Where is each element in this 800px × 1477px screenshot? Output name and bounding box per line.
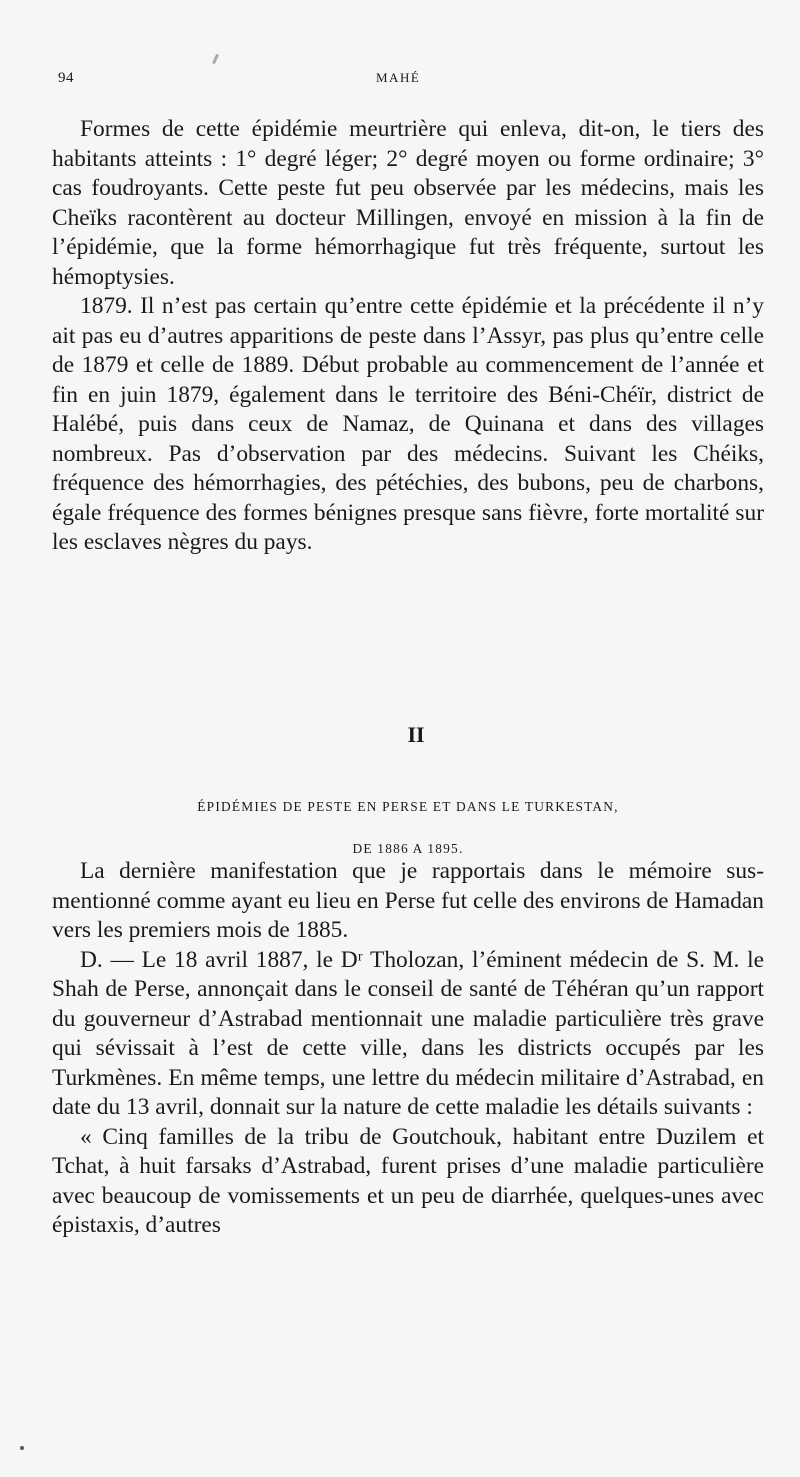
- paragraph: 1879. Il n’est pas certain qu’entre cette épidémie et la précédente il n’y ait pas eu d’autres apparitions de peste dans l’Assyr, pas plus qu’entre celle de 1879 et celle de 1889. Début probable au commencement de l’année et fin en juin 1879, également dans le territoire des Béni-Chéïr, district de Halébé, puis dans ceux de Namaz, de Quinana et dans des villages nombreux. Pas d’observation par des médecins. Suivant les Chéiks, fréquence des hémorrhagies, des pétéchies, des bubons, peu de charbons, égale fréquence des formes bénignes presque sans fièvre, forte mortalité sur les esclaves nègres du pays.: [52, 293, 764, 555]
- text-block-before-section: [52, 115, 764, 558]
- page-number: 94: [58, 70, 74, 86]
- paragraph: D. — Le 18 avril 1887, le Dʳ Tholozan, l’éminent médecin de S. M. le Shah de Perse, annonçait dans le conseil de santé de Téhéran qu’un rapport du gouverneur d’Astrabad mentionnait une maladie particulière très grave qui sévissait à l’est de cette ville, dans les districts occupés par les Turkmènes. En même temps, une lettre du médecin militaire d’Astrabad, en date du 13 avril, donnait sur la nature de cette maladie les détails suivants :: [52, 946, 764, 1120]
- text-block-after-section: [52, 857, 764, 1241]
- paper-speck: [20, 1446, 24, 1450]
- paragraph: Formes de cette épidémie meurtrière qui enleva, dit-on, le tiers des habitants atteints : 1° degré léger; 2° degré moyen ou forme ordinaire; 3° cas foudroyants. Cette peste fut peu observée par les médecins, mais les Cheïks racontèrent au docteur Millingen, envoyé en mission à la fin de l’épidémie, que la forme hémorrhagique fut très fréquente, surtout les hémoptysies.: [52, 116, 764, 290]
- running-title: MAHÉ: [376, 70, 421, 85]
- running-head: [58, 70, 760, 94]
- section-title-line: DE 1886 A 1895.: [352, 841, 464, 856]
- section-number: II: [407, 722, 425, 747]
- paper-speck: [212, 54, 219, 64]
- section-title-line: ÉPIDÉMIES DE PESTE EN PERSE ET DANS LE TURKESTAN,: [197, 799, 619, 814]
- paragraph: « Cinq familles de la tribu de Goutchouk, habitant entre Duzilem et Tchat, à huit farsaks d’Astrabad, furent prises d’une maladie particulière avec beaucoup de vomissements et un peu de diarrhée, quelques-unes avec épistaxis, d’autres: [52, 1123, 764, 1238]
- paragraph: La dernière manifestation que je rapportais dans le mémoire sus-mentionné comme ayant eu lieu en Perse fut celle des environs de Hamadan vers les premiers mois de 1885.: [52, 858, 764, 943]
